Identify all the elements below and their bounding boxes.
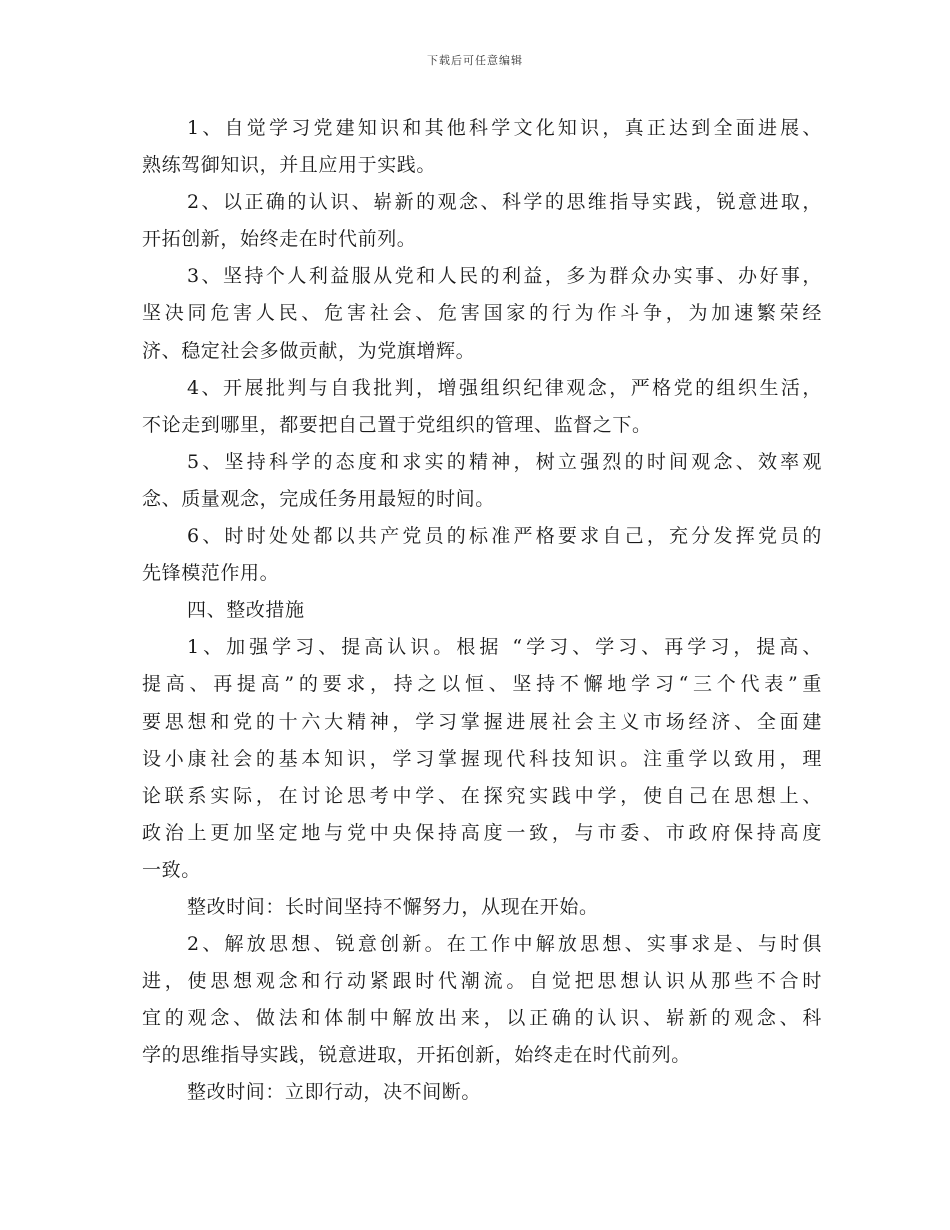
page-header: 下载后可任意编辑 xyxy=(427,54,523,67)
document-body xyxy=(142,110,822,1112)
text-line: 1、加强学习、提高认识。根据 “学习、学习、再学习，提高、 xyxy=(187,636,822,659)
text-line: 熟练驾御知识，并且应用于实践。 xyxy=(142,154,437,177)
text-line: 学的思维指导实践，锐意进取，开拓创新，始终走在时代前列。 xyxy=(142,1044,691,1067)
text-line: 四、整改措施 xyxy=(187,599,305,622)
text-line: 进，使思想观念和行动紧跟时代潮流。自觉把思想认识从那些不合时 xyxy=(142,970,822,993)
text-line: 先锋模范作用。 xyxy=(142,562,280,585)
text-line: 设小康社会的基本知识，学习掌握现代科技知识。注重学以致用，理 xyxy=(142,747,822,770)
text-line: 一致。 xyxy=(142,858,201,881)
text-line: 不论走到哪里，都要把自己置于党组织的管理、监督之下。 xyxy=(142,413,652,436)
text-line: 2、解放思想、锐意创新。在工作中解放思想、实事求是、与时俱 xyxy=(187,933,822,956)
text-line: 宜的观念、做法和体制中解放出来，以正确的认识、崭新的观念、科 xyxy=(142,1007,822,1030)
text-line: 2、以正确的认识、崭新的观念、科学的思维指导实践，锐意进取， xyxy=(187,191,822,214)
text-line: 6、时时处处都以共产党员的标准严格要求自己，充分发挥党员的 xyxy=(187,525,822,548)
text-line: 念、质量观念，完成任务用最短的时间。 xyxy=(142,487,495,510)
text-line: 5、坚持科学的态度和求实的精神，树立强烈的时间观念、效率观 xyxy=(187,450,822,473)
text-line: 4、开展批判与自我批判，增强组织纪律观念，严格党的组织生活， xyxy=(187,376,822,399)
text-line: 论联系实际，在讨论思考中学、在探究实践中学，使自己在思想上、 xyxy=(142,784,822,807)
text-line: 政治上更加坚定地与党中央保持高度一致，与市委、市政府保持高度 xyxy=(142,821,822,844)
text-line: 提高、再提高”的要求，持之以恒、坚持不懈地学习“三个代表”重 xyxy=(142,673,822,696)
text-line: 坚决同危害人民、危害社会、危害国家的行为作斗争，为加速繁荣经 xyxy=(142,302,822,325)
text-line: 整改时间：立即行动，决不间断。 xyxy=(187,1081,482,1104)
text-line: 整改时间：长时间坚持不懈努力，从现在开始。 xyxy=(187,895,599,918)
text-line: 3、坚持个人利益服从党和人民的利益，多为群众办实事、办好事， xyxy=(187,265,822,288)
text-line: 开拓创新，始终走在时代前列。 xyxy=(142,228,417,251)
text-line: 济、稳定社会多做贡献，为党旗增辉。 xyxy=(142,339,476,362)
text-line: 1、自觉学习党建知识和其他科学文化知识，真正达到全面进展、 xyxy=(187,117,822,139)
text-line: 要思想和党的十六大精神，学习掌握进展社会主义市场经济、全面建 xyxy=(142,710,822,733)
